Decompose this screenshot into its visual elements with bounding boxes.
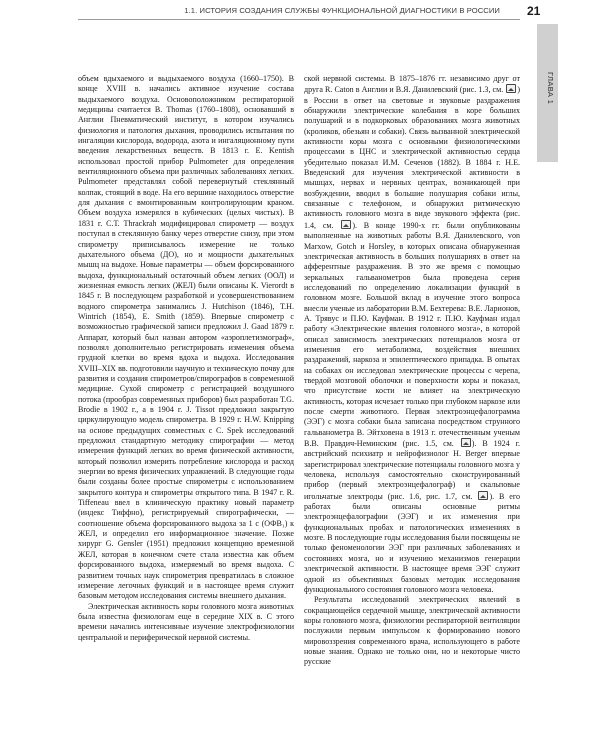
- left-column: [78, 74, 294, 728]
- text-run: ). В конце 1990-х гг. были опубликованы выполненные на животных работы В.Я. Данилевского, von Marxow, Gotch и Horsley, в которых описана обнаруженная электрическая активность в больших полушариях в ответ на афферентные раздражения. В это же время с помощью зеркальных гальванометров была проведена серия исследований по определению локализации функций в головном мозге. Большой вклад в изучение этого вопроса внесли ученые из лаборатории В.М. Бехтерева: В.Е. Ларионов, А. Трявус и П.Ю. Кауфман. В 1912 г. П.Ю. Кауфман издал работу «Электрические явления головного мозга», в которой описал зависимость электрических потенциалов мозга от изменения его метаболизма, воздействия внешних раздражений, наркоза и эпилептического припадка. В опытах на собаках он исследовал электрические процессы с черепа, твердой мозговой оболочки и поверхности коры и показал, что присутствие кости не влияет на электрическую активность, которая исчезает только при глубоком наркозе или после смерти животного. Первая электроэнцефалограмма (ЭЭГ) с мозга собаки была записана посредством струнного гальванометра В. Эйтховена в 1913 г. отечественным ученым В.В. Правдич-Неминским (рис. 1.5, см.: [304, 220, 520, 449]
- text-run: ской нервной системы. В 1875–1876 гг. независимо друг от друга R. Caton в Англии и В.Я. Данилевский (рис. 1.3, см.: [304, 74, 520, 95]
- header-rule: [78, 19, 520, 20]
- text-run: ) в России в ответ на световые и звуковые раздражения обнаружили электрические колебания в коре больших полушарий и в подкорковых образованиях мозга животных (кроликов, обезьян и собаки). Связь вызванной электрической активности коры мозга с основными физиологическими процессами в ЦНС и электрической активностью сердца убедительно показал И.М. Сеченов (1882). В 1884 г. Н.Е. Введенский для изучения электрической активности в мышцах, нервах и нервных центрах, возникающей при возбуждении, вводил в большие полушария собаки иглы, связанные с телефоном, и обнаружил ритмическую активность головного мозга в виде звукового эффекта (рис. 1.4, см.: [304, 85, 520, 230]
- chapter-tab-label: ГЛАВА 1: [546, 72, 555, 105]
- paragraph: Электрическая активность коры головного мозга животных была известна физиологам еще в середине XIX в. С этого времени начались интенсивные изучение электрофизиологии центральной и периферической нервной системы.: [78, 601, 294, 642]
- color-insert-figure-icon: [478, 491, 488, 500]
- paragraph: Результаты исследований электрических явлений в сокращающейся сердечной мышце, электрической активности коры головного мозга, физиологии респираторной вентиляции послужили первым импульсом к формированию нового мировоззрения современного врача, использующего в работе новые знания. Однако не только они, но и некоторые чисто русские: [304, 595, 520, 667]
- running-head: [0, 0, 600, 24]
- paragraph: [304, 74, 520, 595]
- text-run: ). В 1924 г. австрийский психиатр и нейрофизиолог Н. Berger впервые зарегистрировал электрические потенциалы головного мозга у человека, используя самостоятельно сконструированный прибор (первый электроэнцефалограф) и скальповые игольчатые электроды (рис. 1.6, рис. 1.7, см.: [304, 439, 520, 501]
- running-header-title: 1.1. ИСТОРИЯ СОЗДАНИЯ СЛУЖБЫ ФУНКЦИОНАЛЬНОЙ ДИАГНОСТИКИ В РОССИИ: [184, 6, 500, 15]
- paragraph: объем вдыхаемого и выдыхаемого воздуха (1660–1750). В конце XVIII в. начались активное изучение состава выдыхаемого воздуха. Основоположником респираторной медицины считается В. Thomas (1760–1808), основавший в Англии Пневматический институт, в котором изучались физиология и патология дыхания, проводились испытания по ингаляции кислорода, водорода, азота и ингаляционному пути введения лекарственных веществ. В 1813 г. Е. Kentish использовал простой прибор Pulmometer для определения вентиляционного объема при различных заболеваниях легких. Pulmometer представлял собой перевернутый стеклянный колпак, стоящий в воде. На его вершине находилось отверстие для дыхания с вмонтированным контролирующим краном. Объем воздуха измерялся в кубических (целых чистых). В 1831 г. С.Т. Thrackrah модифицировал спирометр — воздух поступал в стеклянную банку через отверстие снизу, при этом спирометру приписывалось измерение не только дыхательного объема (ДО), но и мощности дыхательных мышц на выдохе. Новые параметры — объем форсированного выдоха, функциональный остаточный объем легких (ООЛ) и жизненная емкость легких (ЖЕЛ) были описаны К. Vierordt в 1845 г. В последующем разработкой и усовершенствованием водного спирометра занимались J. Hutchison (1846), Т.Н. Wintrich (1854), Е. Smith (1859). Впервые спирометр с возможностью графической записи предложил J. Gaad 1879 г. Аппарат, который был назван автором «аэроплетизмограф», позволял дополнительно регистрировать изменения объема грудной клетки во время вдоха и выдоха. Исследования XVIII–XIX вв. подготовили научную и техническую почву для развития и создания спирометров/спирографов в современной медицине. Сухой спирометр с регистрацией воздушного потока (прообраз современных приборов) был разработан Т.G. Brodie в 1902 г., а в 1904 г. J. Tissot предложил закрытую циркулирующую модель спирометра. В 1929 г. Н.W. Knipping на основе предыдущих совместных с С. Spek исследований предложил стандартную методику спирографии — метод измерения функций легких во время физической активности, который позволил измерить потребление кислорода и расход энергии во время физических упражнений. В следующие годы были созданы более простые спирометры с использованием закрытого контура и спирометры открытого типа. В 1947 г. R. Tiffeneau ввел в клиническую практику новый параметр (индекс Тиффно), регистрируемый спирографически, — соотношение объема форсированного выдоха за 1 с (ОФВ₁) к ЖЕЛ, и определил его информационное значение. Позже хирург G. Gensler (1951) предложил концепцию временной ЖЕЛ, которая в конечном счете стала известна как объем форсированного выдоха, измеряемый во время выдоха. С развитием точных наук спирометрия превратилась в сложное измерение легочных функций и в настоящее время служит базовым методом исследования системы внешнего дыхания.: [78, 74, 294, 601]
- color-insert-figure-icon: [506, 84, 516, 93]
- color-insert-figure-icon: [461, 438, 471, 447]
- text-run: ). В его работах были описаны основные ритмы электроэнцефалографии (ЭЭГ) и их изменения при функциональных пробах и патологических изменениях в мозге. В последующие годы исследования были посвящены не только феноменологии ЭЭГ при различных заболеваниях и состояниях мозга, но и изучению механизмов генерации электрической активности. В настоящее время ЭЭГ служит одной из объективных базовых методик исследования функционального состояния головного мозга человека.: [304, 491, 520, 594]
- page-number: 21: [527, 4, 541, 18]
- right-column: [304, 74, 520, 728]
- color-insert-figure-icon: [341, 220, 351, 229]
